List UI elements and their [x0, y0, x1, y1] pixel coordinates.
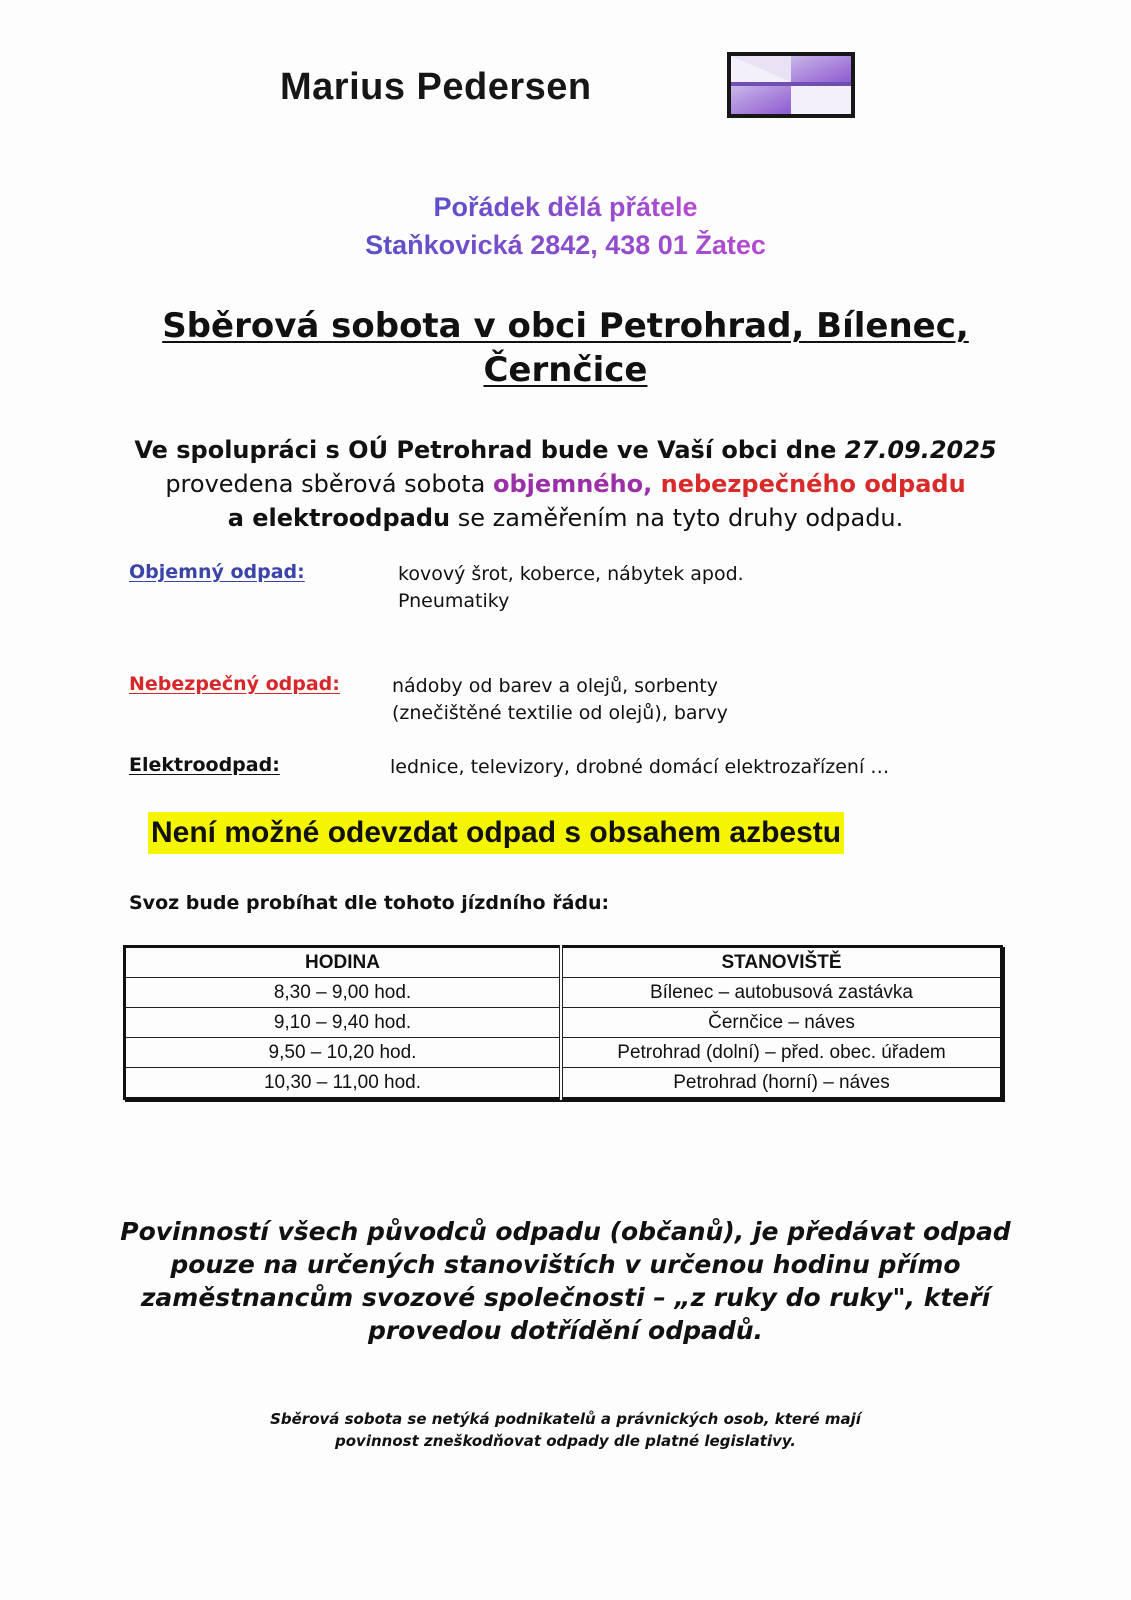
page-title-line-1: Sběrová sobota v obci Petrohrad, Bílenec,: [162, 306, 969, 346]
category-label-electro: Elektroodpad:: [129, 754, 280, 776]
intro-line-1: [0, 434, 1131, 467]
category-desc-bulky: [398, 561, 744, 615]
table-row: [125, 1038, 1002, 1068]
obligation-line-4: provedou dotřídění odpadů.: [367, 1316, 764, 1345]
time-cell: 9,10 – 9,40 hod.: [125, 1008, 562, 1038]
obligation-line-2: pouze na určených stanovištích v určenou hodinu přímo: [170, 1250, 961, 1279]
time-cell: 8,30 – 9,00 hod.: [125, 978, 562, 1008]
page-title-line-2: Černčice: [483, 350, 648, 390]
obligation-line-1: Povinností všech původců odpadu (občanů), je předávat odpad: [120, 1217, 1011, 1246]
category-desc-line: kovový šrot, koberce, nábytek apod.: [398, 563, 744, 585]
table-row: [125, 978, 1002, 1008]
footnote-line-2: povinnost zneškodňovat odpady dle platné legislativy.: [335, 1432, 796, 1450]
column-header-location: STANOVIŠTĚ: [561, 947, 1002, 978]
time-cell: 10,30 – 11,00 hod.: [125, 1068, 562, 1099]
intro-electro-highlight: a elektroodpadu: [227, 504, 451, 532]
intro-hazardous-highlight: nebezpečného odpadu: [660, 470, 966, 498]
slogan: [0, 192, 1131, 223]
column-header-time: HODINA: [125, 947, 562, 978]
table-header-row: [125, 947, 1002, 978]
category-label-bulky: Objemný odpad:: [129, 561, 305, 583]
marius-pedersen-logo: [727, 52, 855, 118]
category-desc-hazardous: [392, 673, 728, 727]
category-desc-line: lednice, televizory, drobné domácí elektrozařízení …: [390, 756, 890, 778]
footnote-line-1: Sběrová sobota se netýká podnikatelů a právnických osob, které mají: [270, 1410, 861, 1428]
time-cell: 9,50 – 10,20 hod.: [125, 1038, 562, 1068]
location-cell: Petrohrad (horní) – náves: [561, 1068, 1002, 1099]
slogan-text: Pořádek dělá přátele: [433, 192, 698, 222]
collection-date: 27.09.2025: [844, 436, 997, 464]
category-desc-electro: [390, 754, 889, 781]
category-desc-line: Pneumatiky: [398, 590, 510, 612]
category-desc-line: (znečištěné textilie od olejů), barvy: [392, 702, 728, 724]
address-text: Staňkovická 2842, 438 01 Žatec: [365, 230, 766, 260]
intro-bulky-highlight: objemného,: [493, 470, 661, 498]
location-cell: Černčice – náves: [561, 1008, 1002, 1038]
schedule-intro: Svoz bude probíhat dle tohoto jízdního řádu:: [129, 892, 610, 914]
intro-text: provedena sběrová sobota: [165, 470, 494, 498]
location-cell: Bílenec – autobusová zastávka: [561, 978, 1002, 1008]
table-row: [125, 1008, 1002, 1038]
location-cell: Petrohrad (dolní) – před. obec. úřadem: [561, 1038, 1002, 1068]
intro-line-2: [0, 468, 1131, 501]
obligation-line-3: zaměstnancům svozové společnosti – „z ruky do ruky", kteří: [140, 1283, 991, 1312]
company-address: [0, 230, 1131, 261]
category-label-hazardous: Nebezpečný odpad:: [129, 673, 340, 695]
intro-text: se zaměřením na tyto druhy odpadu.: [450, 504, 904, 532]
table-row: [125, 1068, 1002, 1099]
company-name: Marius Pedersen: [280, 66, 592, 108]
schedule-table: [123, 945, 1003, 1100]
intro-line-3: [0, 502, 1131, 535]
asbestos-warning: Není možné odevzdat odpad s obsahem azbestu: [148, 812, 844, 854]
category-desc-line: nádoby od barev a olejů, sorbenty: [392, 675, 719, 697]
intro-text: Ve spolupráci s OÚ Petrohrad bude ve Vaší obci dne: [134, 436, 845, 464]
